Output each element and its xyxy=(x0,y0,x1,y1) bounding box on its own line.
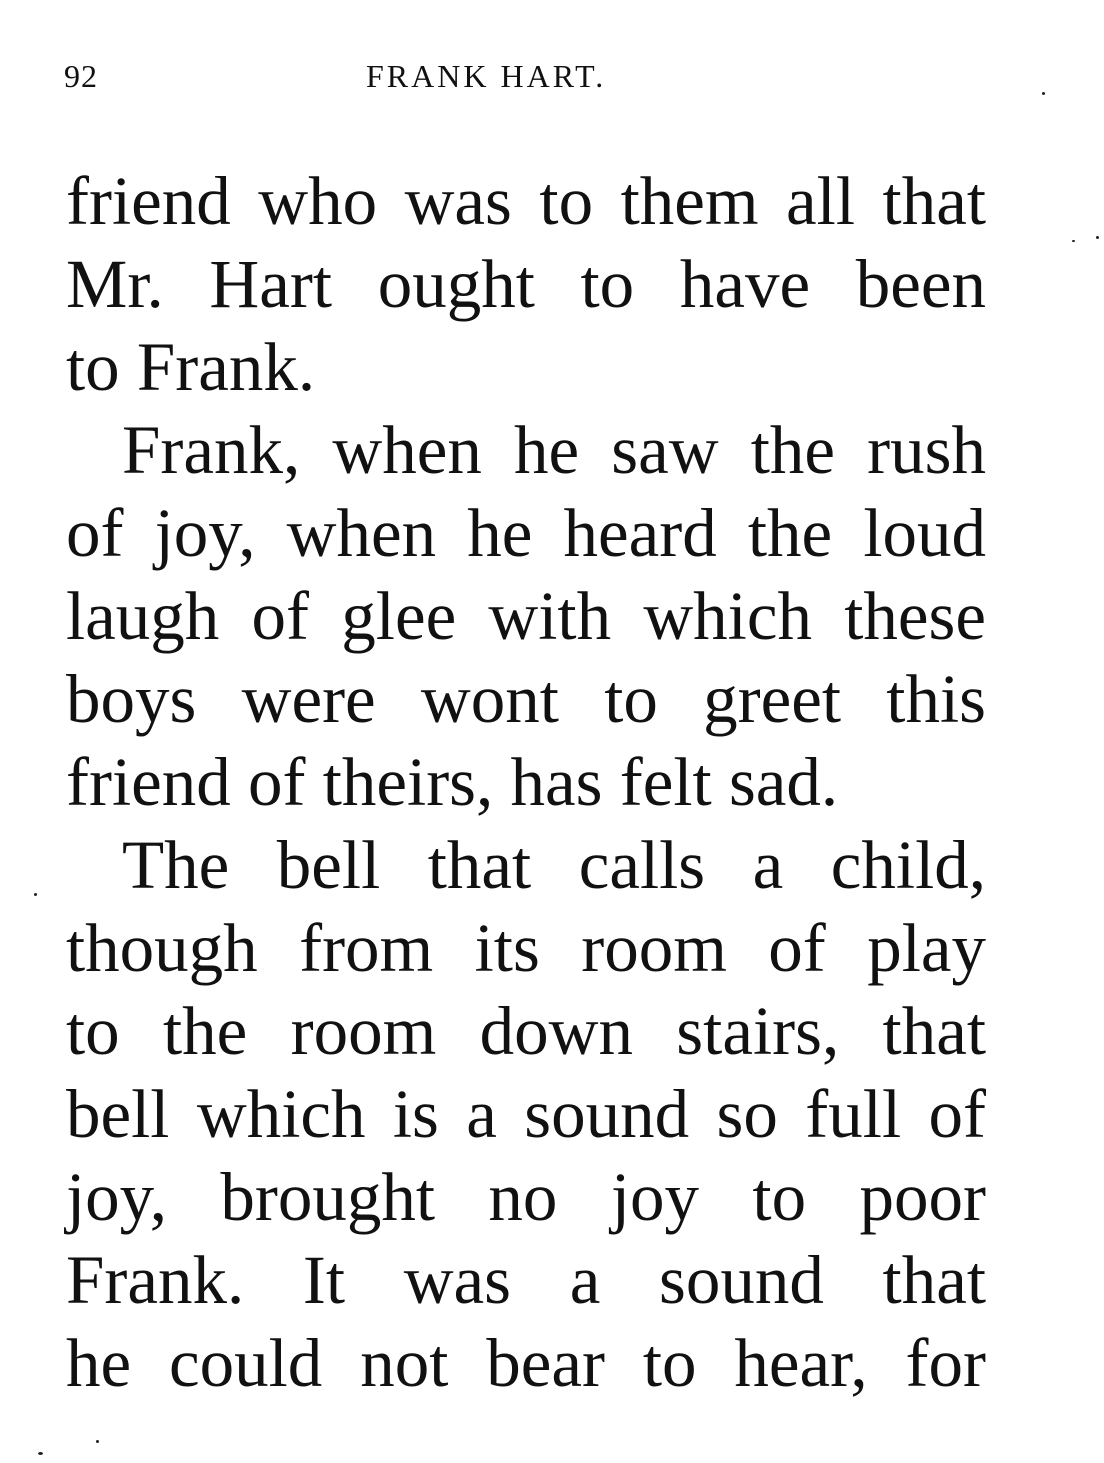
scan-speck xyxy=(1096,236,1099,239)
running-title: FRANK HART. xyxy=(366,58,607,94)
text-line: friend who was to them all that xyxy=(66,163,986,239)
text-line: joy, brought no joy to poor xyxy=(66,1159,986,1235)
text-line: Frank, when he saw the rush xyxy=(122,412,986,488)
scan-speck xyxy=(96,1440,99,1443)
scan-speck xyxy=(1042,92,1045,95)
scan-speck xyxy=(34,893,37,896)
text-line: laugh of glee with which these xyxy=(66,578,986,654)
scan-speck xyxy=(1072,240,1075,242)
text-line: bell which is a sound so full of xyxy=(66,1076,986,1152)
text-line: The bell that calls a child, xyxy=(122,827,986,903)
text-line: to Frank. xyxy=(66,329,316,405)
body-text xyxy=(66,160,986,1405)
text-line: boys were wont to greet this xyxy=(66,661,986,737)
text-line: he could not bear to hear, for xyxy=(66,1325,986,1401)
text-line: friend of theirs, has felt sad. xyxy=(66,744,839,820)
text-line: to the room down stairs, that xyxy=(66,993,986,1069)
scan-speck xyxy=(38,1452,43,1455)
page-number: 92 xyxy=(64,58,98,94)
text-line: though from its room of play xyxy=(66,910,986,986)
text-line: of joy, when he heard the loud xyxy=(66,495,986,571)
running-head xyxy=(64,58,984,98)
text-line: Frank. It was a sound that xyxy=(66,1242,986,1318)
text-line: Mr. Hart ought to have been xyxy=(66,246,986,322)
